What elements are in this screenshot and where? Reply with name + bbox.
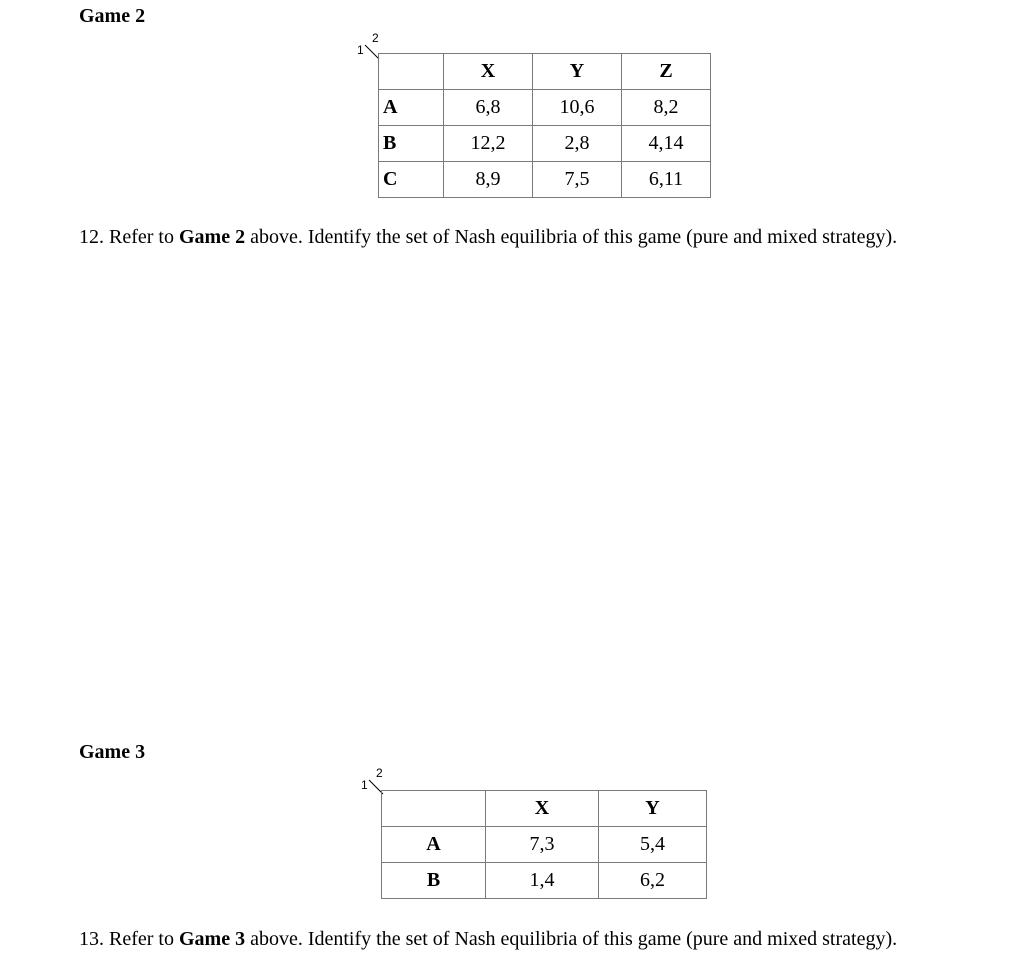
game2-col-header: X [444, 54, 533, 90]
game2-payoff-cell: 7,5 [533, 162, 622, 198]
game2-table-row [379, 126, 711, 162]
game3-table-row [382, 863, 707, 899]
question-13-prefix: 13. Refer to [79, 928, 179, 950]
game2-payoff-table [378, 53, 711, 198]
game2-payoff-cell: 6,8 [444, 90, 533, 126]
game3-payoff-cell: 6,2 [599, 863, 707, 899]
game2-header-row [379, 54, 711, 90]
game3-player-row-label: 1 [361, 778, 368, 792]
question-13-game-ref: Game 3 [178, 928, 246, 950]
game2-row-header: C [379, 162, 444, 198]
question-12-suffix: above. Identify the set of Nash equilibria of this game (pure and mixed strategy). [245, 226, 898, 248]
question-12-game-ref: Game 2 [178, 226, 246, 248]
game2-payoff-cell: 8,9 [444, 162, 533, 198]
question-12-prefix: 12. Refer to [79, 226, 179, 248]
game3-payoff-table [381, 790, 707, 899]
question-12 [79, 225, 897, 249]
game3-corner-cell [382, 791, 486, 827]
game3-header-row [382, 791, 707, 827]
game2-col-header: Y [533, 54, 622, 90]
game3-row-header: A [382, 827, 486, 863]
game2-payoff-cell: 8,2 [622, 90, 711, 126]
game3-payoff-cell: 1,4 [486, 863, 599, 899]
game3-title: Game 3 [79, 741, 146, 763]
game2-col-header: Z [622, 54, 711, 90]
game2-payoff-cell: 6,11 [622, 162, 711, 198]
game3-table-row [382, 827, 707, 863]
question-13 [79, 927, 897, 951]
game2-payoff-cell: 4,14 [622, 126, 711, 162]
game2-payoff-cell: 12,2 [444, 126, 533, 162]
game2-corner-cell [379, 54, 444, 90]
game2-table-row [379, 162, 711, 198]
game2-row-header: B [379, 126, 444, 162]
game3-player-col-label: 2 [376, 766, 383, 780]
game2-player-col-label: 2 [372, 31, 379, 45]
game2-player-row-label: 1 [357, 43, 364, 57]
game2-title: Game 2 [79, 5, 146, 27]
game3-col-header: Y [599, 791, 707, 827]
game2-payoff-cell: 10,6 [533, 90, 622, 126]
game3-payoff-cell: 7,3 [486, 827, 599, 863]
game2-payoff-cell: 2,8 [533, 126, 622, 162]
game3-payoff-cell: 5,4 [599, 827, 707, 863]
question-13-suffix: above. Identify the set of Nash equilibria of this game (pure and mixed strategy). [245, 928, 898, 950]
game2-row-header: A [379, 90, 444, 126]
game3-col-header: X [486, 791, 599, 827]
game2-table-row [379, 90, 711, 126]
game3-row-header: B [382, 863, 486, 899]
